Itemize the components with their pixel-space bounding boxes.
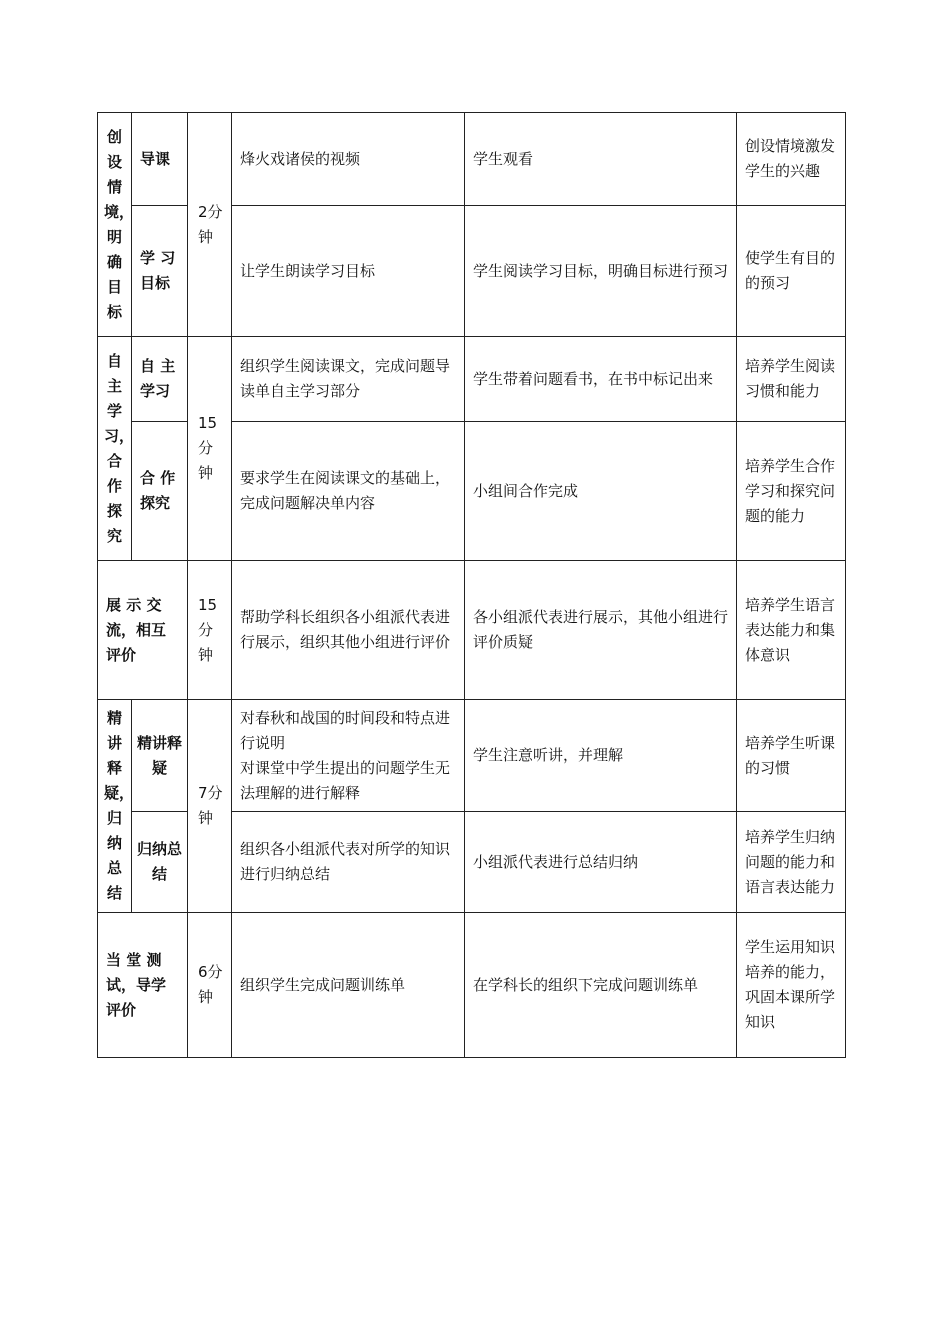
time-cell: 7分钟 <box>188 700 232 913</box>
student-activity-cell: 在学科长的组织下完成问题训练单 <box>465 913 737 1058</box>
table-row <box>98 561 846 700</box>
teacher-activity-line: 对课堂中学生提出的问题学生无法理解的进行解释 <box>240 758 451 802</box>
purpose-cell: 培养学生语言表达能力和集体意识 <box>737 561 846 700</box>
teacher-activity-cell: 组织学生完成问题训练单 <box>232 913 465 1058</box>
stage-cell: 自主学习，合作探究 <box>98 337 132 561</box>
purpose-cell: 创设情境激发学生的兴趣 <box>737 113 846 206</box>
table-row <box>98 913 846 1058</box>
purpose-cell: 培养学生阅读习惯和能力 <box>737 337 846 422</box>
stage-cell: 当 堂 测试，导学评价 <box>98 913 188 1058</box>
substage-cell: 归纳总结 <box>132 812 188 913</box>
lesson-plan-table <box>97 112 846 1058</box>
student-activity-cell: 学生观看 <box>465 113 737 206</box>
teacher-activity-cell: 让学生朗读学习目标 <box>232 206 465 337</box>
student-activity-cell: 学生注意听讲，并理解 <box>465 700 737 812</box>
table-row <box>98 700 846 812</box>
student-activity-cell: 小组派代表进行总结归纳 <box>465 812 737 913</box>
student-activity-cell: 各小组派代表进行展示，其他小组进行评价质疑 <box>465 561 737 700</box>
purpose-cell: 使学生有目的的预习 <box>737 206 846 337</box>
purpose-cell: 培养学生听课的习惯 <box>737 700 846 812</box>
student-activity-cell: 学生阅读学习目标，明确目标进行预习 <box>465 206 737 337</box>
stage-cell: 展 示 交流，相互评价 <box>98 561 188 700</box>
teacher-activity-cell <box>232 700 465 812</box>
substage-cell: 自 主学习 <box>132 337 188 422</box>
teacher-activity-cell: 帮助学科长组织各小组派代表进行展示，组织其他小组进行评价 <box>232 561 465 700</box>
teacher-activity-cell: 烽火戏诸侯的视频 <box>232 113 465 206</box>
substage-cell: 精讲释疑 <box>132 700 188 812</box>
time-cell: 6分钟 <box>188 913 232 1058</box>
teacher-activity-line: 对春秋和战国的时间段和特点进行说明 <box>240 708 451 752</box>
student-activity-cell: 学生带着问题看书，在书中标记出来 <box>465 337 737 422</box>
time-cell: 2分钟 <box>188 113 232 337</box>
purpose-cell: 培养学生归纳问题的能力和语言表达能力 <box>737 812 846 913</box>
table-row <box>98 337 846 422</box>
time-cell: 15分钟 <box>188 337 232 561</box>
teacher-activity-cell: 要求学生在阅读课文的基础上，完成问题解决单内容 <box>232 422 465 561</box>
student-activity-cell: 小组间合作完成 <box>465 422 737 561</box>
table-row <box>98 113 846 206</box>
substage-cell: 合 作探究 <box>132 422 188 561</box>
stage-cell: 精讲释疑，归纳总结 <box>98 700 132 913</box>
substage-cell: 导课 <box>132 113 188 206</box>
purpose-cell: 培养学生合作学习和探究问题的能力 <box>737 422 846 561</box>
time-cell: 15分钟 <box>188 561 232 700</box>
purpose-cell: 学生运用知识培养的能力，巩固本课所学知识 <box>737 913 846 1058</box>
substage-cell: 学 习目标 <box>132 206 188 337</box>
teacher-activity-cell: 组织各小组派代表对所学的知识进行归纳总结 <box>232 812 465 913</box>
stage-cell: 创设情境，明确目标 <box>98 113 132 337</box>
teacher-activity-cell: 组织学生阅读课文，完成问题导读单自主学习部分 <box>232 337 465 422</box>
